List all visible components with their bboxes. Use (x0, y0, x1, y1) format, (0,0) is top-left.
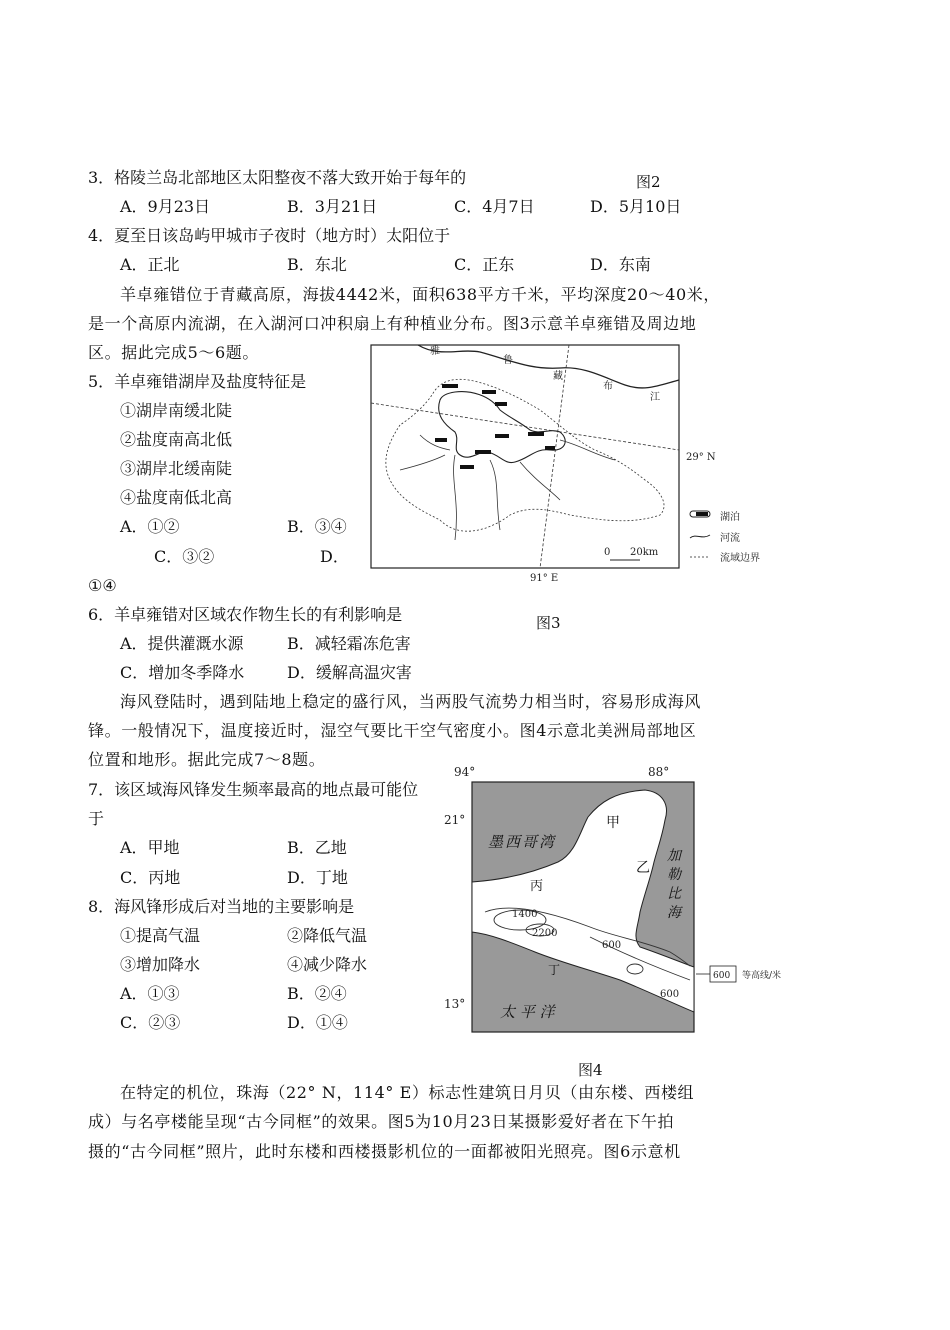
q5-option-c: C．③② (154, 547, 215, 566)
q5-option-b: B．③④ (287, 517, 347, 536)
legend-river: 河流 (720, 533, 740, 544)
q8-option-b: B．②④ (287, 984, 347, 1003)
point-jia: 甲 (606, 815, 620, 831)
legend-contour-label: 等高线/米 (742, 971, 782, 981)
q6-stem: 6．羊卓雍错对区域农作物生长的有利影响是 (88, 605, 403, 624)
q4-stem: 4．夏至日该岛屿甲城市子夜时（地方时）太阳位于 (88, 226, 451, 245)
passage2-line1: 海风登陆时，遇到陆地上稳定的盛行风，当两股气流势力相当时，容易形成海风 (120, 692, 702, 711)
fig3-map (360, 340, 805, 588)
fig4-lon-right: 88° (648, 765, 670, 779)
svg-text:海: 海 (667, 905, 681, 921)
legend-lake: 湖泊 (720, 512, 740, 523)
q5-stem: 5．羊卓雍错湖岸及盐度特征是 (88, 372, 307, 391)
svg-text:勒: 勒 (667, 867, 681, 883)
q8-option-c: C．②③ (120, 1013, 181, 1032)
contour-2200: 2200 (532, 928, 558, 939)
q3-option-c: C．4月7日 (454, 197, 535, 216)
q6-option-c: C．增加冬季降水 (120, 663, 245, 682)
q4-option-d: D．东南 (590, 255, 651, 274)
q5-item-4: ④盐度南低北高 (120, 488, 233, 507)
point-ding: 丁 (548, 963, 561, 977)
contour-1400: 1400 (512, 909, 538, 920)
fig4-map (440, 762, 800, 1042)
q8-item-2: ②降低气温 (287, 926, 368, 945)
river-char-1: 雅 (430, 346, 440, 357)
q6-option-d: D．缓解高温灾害 (287, 663, 412, 682)
passage1-line2: 是一个高原内流湖，在入湖河口冲积扇上有种植业分布。图3示意羊卓雍错及周边地 (88, 314, 697, 333)
fig4-lat-bottom: 13° (444, 997, 466, 1011)
contour-600-a: 600 (602, 940, 622, 951)
fig2-caption: 图2 (636, 173, 661, 191)
q7-option-c: C．丙地 (120, 868, 181, 887)
svg-text:比: 比 (667, 886, 681, 902)
contour-600-b: 600 (660, 989, 680, 1000)
q4-option-c: C．正东 (454, 255, 515, 274)
fig4-lon-left: 94° (454, 765, 476, 779)
fig4-lat-top: 21° (444, 813, 466, 827)
river-char-4: 布 (603, 381, 613, 392)
passage2-line3: 位置和地形。据此完成7～8题。 (88, 750, 326, 769)
q7-option-a: A．甲地 (120, 838, 180, 857)
q5-item-3: ③湖岸北缓南陡 (120, 459, 233, 478)
q4-option-a: A．正北 (120, 255, 180, 274)
point-bing: 丙 (530, 879, 544, 894)
q8-item-1: ①提高气温 (120, 926, 201, 945)
fig3-scale-label: 20km (630, 547, 659, 558)
passage3-line3: 摄的“古今同框”照片，此时东楼和西楼摄影机位的一面都被阳光照亮。图6示意机 (88, 1142, 681, 1161)
legend-contour-value: 600 (713, 971, 731, 981)
q5-item-1: ①湖岸南缓北陡 (120, 401, 233, 420)
svg-text:加: 加 (667, 848, 681, 864)
q5-option-a: A．①② (120, 517, 180, 536)
legend-river-symbol (690, 535, 710, 538)
q7-option-d: D．丁地 (287, 868, 348, 887)
river-char-5: 江 (650, 392, 660, 403)
q8-stem: 8．海风锋形成后对当地的主要影响是 (88, 897, 355, 916)
fig3-caption: 图3 (536, 614, 561, 632)
q3-option-d: D．5月10日 (590, 197, 682, 216)
legend-boundary: 流域边界 (720, 553, 760, 564)
q7-stem-line1: 7．该区域海风锋发生频率最高的地点最可能位 (88, 780, 419, 799)
q3-option-a: A．9月23日 (120, 197, 211, 216)
q5-option-d-value: ①④ (88, 576, 117, 595)
passage1-line1: 羊卓雍错位于青藏高原，海拔4442米，面积638平方千米，平均深度20～40米， (120, 285, 720, 304)
q6-option-a: A．提供灌溉水源 (120, 634, 244, 653)
river-char-2: 鲁 (503, 355, 513, 366)
q7-option-b: B．乙地 (287, 838, 347, 857)
q5-item-2: ②盐度南高北低 (120, 430, 233, 449)
q8-item-4: ④减少降水 (287, 955, 368, 974)
passage2-line2: 锋。一般情况下，温度接近时，湿空气要比干空气密度小。图4示意北美洲局部地区 (88, 721, 697, 740)
point-yi: 乙 (636, 860, 650, 876)
fig3-lon-label: 91° E (530, 573, 559, 584)
gulf-of-mexico: 墨西哥湾 (488, 833, 557, 851)
fig3-lat-label: 29° N (686, 452, 716, 463)
pacific-ocean: 太 平 洋 (500, 1003, 555, 1021)
passage1-line3: 区。据此完成5～6题。 (88, 343, 259, 362)
q6-option-b: B．减轻霜冻危害 (287, 634, 411, 653)
q7-stem-line2: 于 (88, 809, 105, 828)
fig4-caption: 图4 (578, 1061, 603, 1079)
q8-option-d: D．①④ (287, 1013, 348, 1032)
passage3-line2: 成）与名亭楼能呈现“古今同框”的效果。图5为10月23日某摄影爱好者在下午拍 (88, 1112, 675, 1131)
fig3-scale-zero: 0 (604, 547, 611, 558)
q8-item-3: ③增加降水 (120, 955, 201, 974)
q5-option-d: D． (320, 547, 349, 566)
passage3-line1: 在特定的机位，珠海（22° N，114° E）标志性建筑日月贝（由东楼、西楼组 (120, 1083, 695, 1102)
river-char-3: 藏 (553, 371, 563, 382)
q3-option-b: B．3月21日 (287, 197, 378, 216)
q3-stem: 3．格陵兰岛北部地区太阳整夜不落大致开始于每年的 (88, 168, 467, 187)
q4-option-b: B．东北 (287, 255, 347, 274)
q8-option-a: A．①③ (120, 984, 180, 1003)
